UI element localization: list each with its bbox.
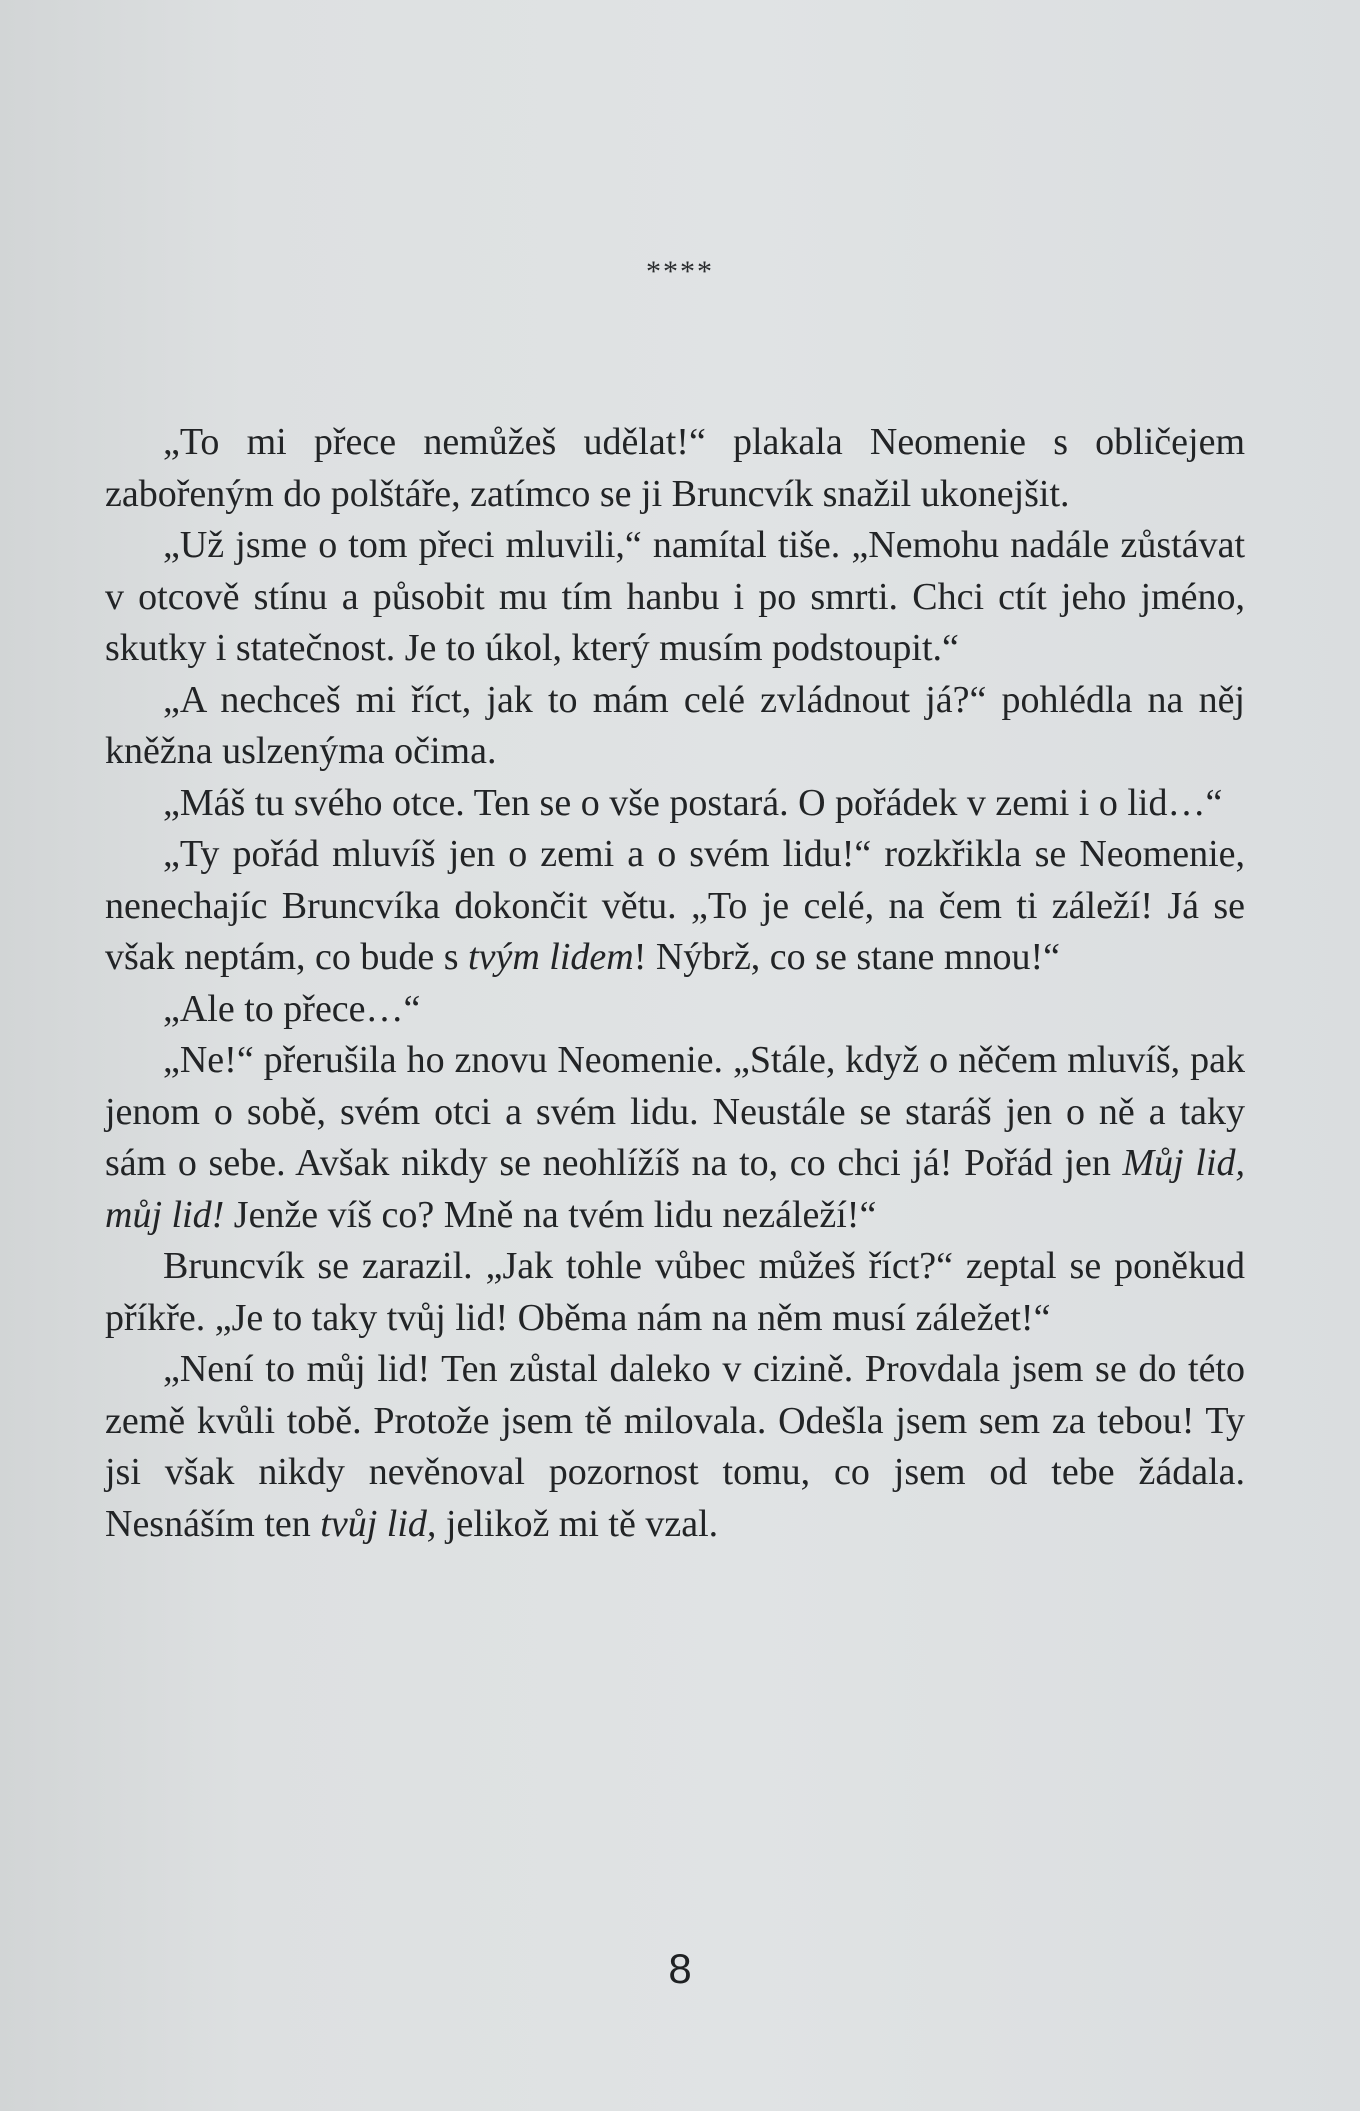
italic-text: Můj lid, můj lid! [105, 1142, 1246, 1236]
paragraph-text: „Ne!“ přerušila ho znovu Neomenie. „Stále, když o něčem mluvíš, pak jenom o sobě, svém otci a svém lidu. Neustále se staráš jen o ně a taky sám o sebe. Avšak nikdy se neohlížíš na to, co chci já! Pořád jen [105, 1039, 1245, 1184]
paragraph [105, 778, 1245, 830]
paragraph [105, 675, 1245, 778]
italic-text: tvým lidem [468, 936, 634, 978]
paragraph-text: „Není to můj lid! Ten zůstal daleko v cizině. Provdala jsem se do této země kvůli tobě. Protože jsem tě milovala. Odešla jsem sem za tebou! Ty jsi však nikdy nevěnoval pozornost tomu, co jsem od tebe žádala. Nesnáším ten [105, 1348, 1245, 1545]
paragraph-text: „To mi přece nemůžeš udělat!“ plakala Neomenie s obličejem zabořeným do polštáře, zatímco se ji Bruncvík snažil ukonejšit. [105, 421, 1245, 515]
body-text [105, 417, 1245, 1550]
paragraph-text: ! Nýbrž, co se stane mnou!“ [633, 936, 1060, 978]
paragraph [105, 417, 1245, 520]
page-number: 8 [668, 1945, 692, 1992]
paragraph-text: jelikož mi tě vzal. [436, 1502, 719, 1545]
paragraph [105, 520, 1245, 675]
paragraph-text: „Už jsme o tom přeci mluvili,“ namítal tiše. „Nemohu nadále zůstávat v otcově stínu a působit mu tím hanbu i po smrti. Chci ctít jeho jméno, skutky i statečnost. Je to úkol, který musím podstoupit.“ [105, 524, 1245, 669]
paragraph [105, 1035, 1245, 1241]
paragraph [105, 984, 1245, 1036]
paragraph [105, 1241, 1245, 1344]
paragraph-text: „Máš tu svého otce. Ten se o vše postará. O pořádek v zemi i o lid…“ [163, 781, 1223, 824]
paragraph-text: Bruncvík se zarazil. „Jak tohle vůbec můžeš říct?“ zeptal se poněkud příkře. „Je to taky tvůj lid! Oběma nám na něm musí záležet!“ [105, 1245, 1245, 1339]
italic-text: tvůj lid, [320, 1502, 437, 1545]
paragraph-text: „Ale to přece…“ [163, 987, 421, 1030]
paragraph [105, 829, 1245, 984]
paragraph-text: „A nechceš mi říct, jak to mám celé zvládnout já?“ pohlédla na něj kněžna uslzenýma očima. [105, 678, 1245, 772]
paragraph-text: Jenže víš co? Mně na tvém lidu nezáleží!“ [224, 1193, 877, 1236]
section-separator: **** [646, 255, 714, 288]
paragraph [105, 1344, 1245, 1550]
paragraph-text: „Ty pořád mluvíš jen o zemi a o svém lidu!“ rozkřikla se Neomenie, nenechajíc Bruncvíka dokončit větu. „To je celé, na čem ti záleží! Já se však neptám, co bude s [105, 833, 1245, 978]
